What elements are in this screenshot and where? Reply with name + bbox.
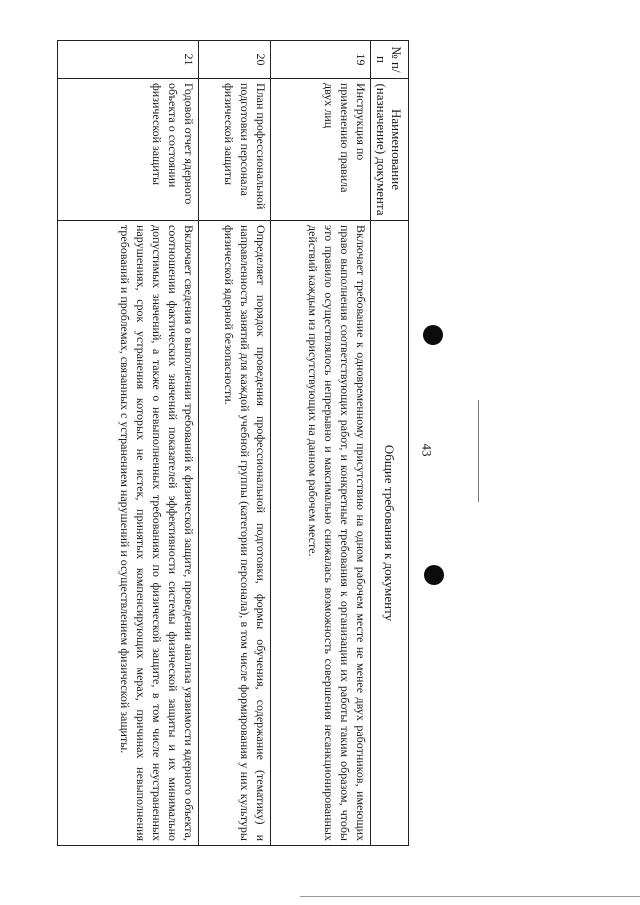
table-row	[58, 41, 199, 846]
table-row	[199, 41, 271, 846]
header-num: № п/п	[371, 41, 409, 79]
row-num: 19	[271, 41, 371, 79]
margin-line	[478, 400, 479, 502]
row-requirements: Включает требование к одновременному присутствию на одном рабочем месте не менее двух работников, имеющих право выполнения соответствующих работ, и конкретные требования к организации их работы таким образом, чтобы это правило осуществлялось непрерывно и максимально снижалась возможность совершения несанкционированных действий каждым из присутствующих на данном рабочем месте.	[271, 221, 371, 846]
header-requirements: Общие требования к документу	[371, 221, 409, 846]
page-number: 43	[419, 443, 435, 457]
row-requirements: Определяет порядок проведения профессиональной подготовки, формы обучения, содержание (тематику) и направленность занятий для каждой учебной группы (категории персонала), в том числе формирования у них культуры физической ядерной безопасности.	[199, 221, 271, 846]
rotated-table-container	[58, 40, 409, 845]
row-document-name: Инструкция по применению правила двух лиц	[271, 79, 371, 221]
row-num: 21	[58, 41, 199, 79]
row-document-name: План профессиональной подготовки персонала физической защиты	[199, 79, 271, 221]
table-header-row	[371, 41, 409, 846]
row-requirements: Включает сведения о выполнении требований к физической защите, проведении анализа уязвимости ядерного объекта, соотношении фактических значений показателей эффективности системы физической защиты и их минимально допустимых значений, а также о невыполненных требованиях по физической защите, в том числе неустраненных нарушениях, срок устранения которых не истек, принятых компенсирующих мерах, причинах невыполнения требований и проблемах, связанных с устранением нарушений и осуществлением физической защиты.	[58, 221, 199, 846]
row-num: 20	[199, 41, 271, 79]
header-name: Наименование (назначение) документа	[371, 79, 409, 221]
page-edge-line	[300, 896, 640, 897]
punch-hole-icon	[423, 325, 443, 345]
table-row	[271, 41, 371, 846]
punch-hole-icon	[424, 565, 444, 585]
row-document-name: Годовой отчет ядерного объекта о состоянии физической защиты	[58, 79, 199, 221]
requirements-table	[57, 40, 409, 846]
